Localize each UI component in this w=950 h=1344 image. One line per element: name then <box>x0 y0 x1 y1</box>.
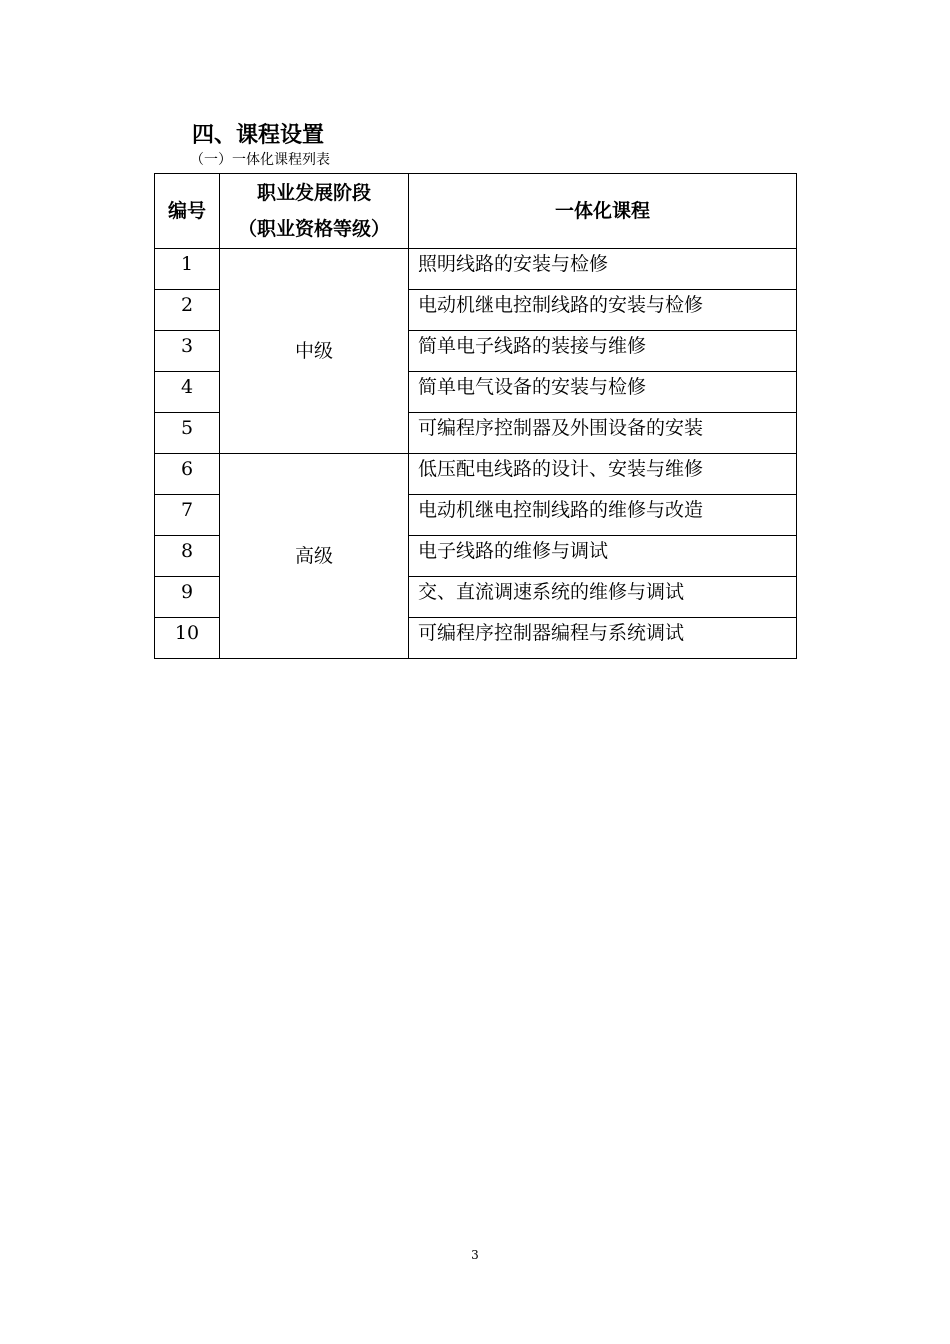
row-number: 1 <box>155 249 220 290</box>
course-name: 电动机继电控制线路的安装与检修 <box>409 290 797 331</box>
subsection-title: （一）一体化课程列表 <box>190 152 330 168</box>
course-name: 电动机继电控制线路的维修与改造 <box>409 495 797 536</box>
header-stage-line2: （职业资格等级） <box>237 218 390 240</box>
course-name: 简单电气设备的安装与检修 <box>409 372 797 413</box>
course-table <box>154 173 797 659</box>
course-name: 交、直流调速系统的维修与调试 <box>409 577 797 618</box>
course-name: 简单电子线路的装接与维修 <box>409 331 797 372</box>
course-name: 可编程序控制器及外围设备的安装 <box>409 413 797 454</box>
page-number: 3 <box>471 1248 479 1262</box>
header-stage <box>220 174 409 249</box>
course-name: 电子线路的维修与调试 <box>409 536 797 577</box>
row-number: 4 <box>155 372 220 413</box>
row-number: 8 <box>155 536 220 577</box>
course-name: 可编程序控制器编程与系统调试 <box>409 618 797 659</box>
row-number: 7 <box>155 495 220 536</box>
section-title: 四、课程设置 <box>192 123 325 148</box>
row-number: 6 <box>155 454 220 495</box>
course-name: 低压配电线路的设计、安装与维修 <box>409 454 797 495</box>
row-number: 5 <box>155 413 220 454</box>
table-row <box>155 454 797 495</box>
table-header-row <box>155 174 797 249</box>
row-number: 2 <box>155 290 220 331</box>
course-name: 照明线路的安装与检修 <box>409 249 797 290</box>
header-number: 编号 <box>155 174 220 249</box>
level-cell-intermediate: 中级 <box>220 249 409 454</box>
row-number: 10 <box>155 618 220 659</box>
header-stage-line1: 职业发展阶段 <box>256 182 371 204</box>
row-number: 9 <box>155 577 220 618</box>
header-course: 一体化课程 <box>409 174 797 249</box>
row-number: 3 <box>155 331 220 372</box>
level-cell-advanced: 高级 <box>220 454 409 659</box>
table-row <box>155 249 797 290</box>
